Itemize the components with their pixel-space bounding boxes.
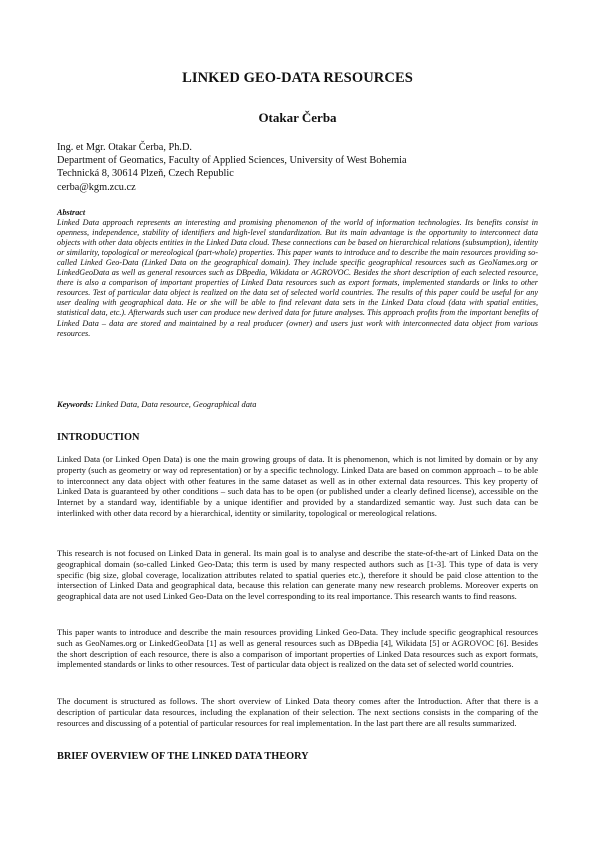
paragraph: This research is not focused on Linked Data in general. Its main goal is to analyse and describe the state-of-the-art of Linked Data on the geographical domain (so-called Linked Geo-Data; this term is used by many respected authors such as [1-3]. This type of data is very specific (big size, global coverage, localization attributes related to spatial queries etc.), therefore it should be paid close attention to the intersection of Linked Data and geographical data, because this relation can generate many new research problems. Moreover experts on geographical data are not used Linked Geo-Data on the level corresponding to its real importance. This research wants to find reasons.	[57, 548, 538, 602]
address-line: Technická 8, 30614 Plzeň, Czech Republic	[57, 168, 234, 180]
paper-title: LINKED GEO-DATA RESOURCES	[182, 70, 413, 86]
section-heading-linked-data-theory: BRIEF OVERVIEW OF THE LINKED DATA THEORY	[57, 751, 309, 762]
paper-author: Otakar Čerba	[258, 110, 337, 125]
abstract	[57, 208, 538, 339]
author-affiliation	[57, 141, 538, 194]
keywords-label: Keywords:	[57, 400, 94, 409]
department-line: Department of Geomatics, Faculty of Applied Sciences, University of West Bohemia	[57, 155, 407, 167]
section-heading-introduction: INTRODUCTION	[57, 432, 140, 443]
paragraph: This paper wants to introduce and describe the main resources providing Linked Geo-Data. They include specific geographical resources such as GeoNames.org or LinkedGeoData [1] as well as general resources such as DBpedia [4], Wikidata [5] or AGROVOC [6]. Besides the short description of each resource, there is also a comparison of important properties of Linked Data resources such as export formats, implemented standards or links to other resources. Test of particular data object is realized on the data set of selected world countries.	[57, 627, 538, 670]
keywords-text: Linked Data, Data resource, Geographical data	[93, 400, 257, 409]
abstract-heading: Abstract	[57, 208, 86, 217]
paragraph: Linked Data (or Linked Open Data) is one the main growing groups of data. It is phenomenon, which is not limited by domain or by any property (such as geometry or way od representation) or by a specific technology. Linked Data are based on common approach – to be able to interconnect any data object with other features in the same dataset as well as in other external data resources. This key property of Linked Data is guaranteed by other conditions – such data has to be open (or published under a clearly defined license), accessible on the Internet by a standard way, identifiable by a unique identifier and provided by a standardized semantic way. Just such data can be interlinked with other data record by a hierarchical, identity or similarity, topological or mereological relations.	[57, 454, 538, 518]
author-name-line: Ing. et Mgr. Otakar Čerba, Ph.D.	[57, 142, 192, 153]
keywords	[57, 400, 538, 409]
abstract-text: Linked Data approach represents an interesting and promising phenomenon of the world of information technologies. Its benefits consist in openness, independence, stability of identifiers and high-level standardization. But its main advantage is the opportunity to interconnect data objects with other data objects entities in the Linked Data cloud. These connections can be based on hierarchical relations (subsumption), identity or similarity, topological or mereological (part-whole) properties. This paper wants to introduce and to describe the main resources providing so-called Linked Geo-Data (Linked Data on the geographical domain). They include specific geographical resources such as GeoNames.org or LinkedGeoData as well as general resources such as DBpedia, Wikidata or AGROVOC. Besides the short description of each selected resource, there is also a comparison of important properties of Linked Data resources such as export formats, implemented standards or links to other resources. Test of particular data object is realized on the data set of selected world countries. The results of this paper could be useful for any user dealing with geographical data. He or she will be able to find relevant data sets in the Linked Data cloud (data with spatial entities, statistical data, etc.). Afterwards such user can produce new derived data for future analyses. This approach profits from the important benefits of Linked Data – data are stored and maintained by a real producer (owner) and users just work with interconnected data object from various resources.	[57, 218, 538, 338]
paragraph: The document is structured as follows. The short overview of Linked Data theory comes after the Introduction. After that there is a description of particular data resources, including the explanation of their selection. The next sections consists in the comparing of the resources and discussing of a potential of particular resources for real implementation. In the last part there are all results summarized.	[57, 696, 538, 728]
email-line: cerba@kgm.zcu.cz	[57, 181, 136, 193]
